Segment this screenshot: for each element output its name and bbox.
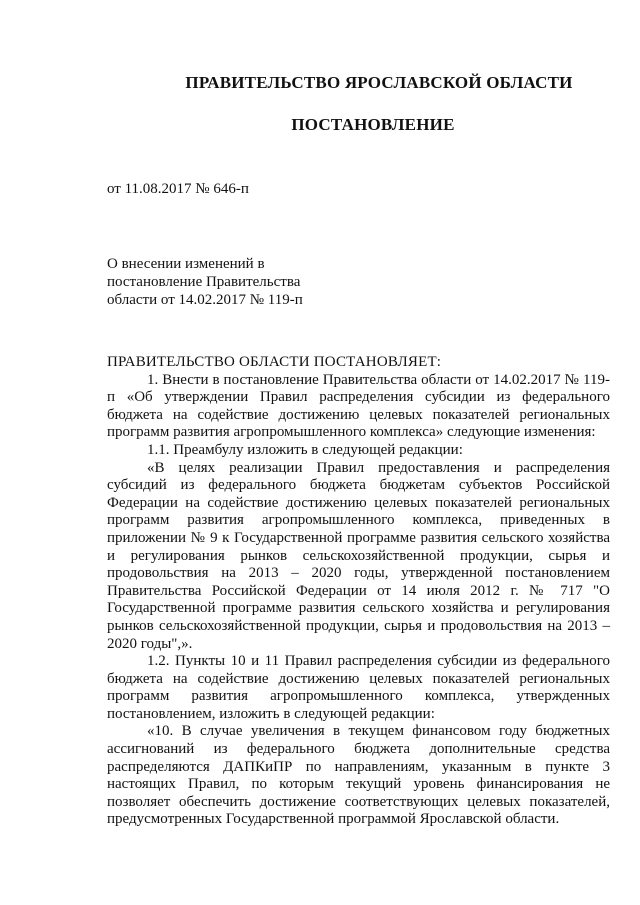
paragraph-1-2: 1.2. Пункты 10 и 11 Правил распределения субсидии из федерального бюджета на содействие достижению целевых показателей региональных программ развития агропромышленного комплекса, утвержденных постановлением, изложить в следующей редакции: [107, 653, 610, 722]
paragraph-1-1: 1.1. Преамбулу изложить в следующей редакции: [147, 441, 463, 458]
document-subject [107, 255, 303, 309]
organization-heading: ПРАВИТЕЛЬСТВО ЯРОСЛАВСКОЙ ОБЛАСТИ [185, 73, 573, 92]
preamble-quote: «В целях реализации Правил предоставления и распределения субсидий из федерального бюджета бюджетам субъектов Российской Федерации на содействие достижению целевых показателей региональных программ развития агропромышленного комплекса, приведенных в приложении № 9 к Государственной программе развития сельского хозяйства и регулирования рынков сельскохозяйственной продукции, сырья и продовольствия на 2013 – 2020 годы, утвержденной постановлением Правительства Российской Федерации от 14 июля 2012 г. № 717 "О Государственной программе развития сельского хозяйства и регулирования рынков сельскохозяйственной продукции, сырья и продовольствия на 2013 – 2020 годы",». [107, 459, 610, 652]
document-date-number: от 11.08.2017 № 646-п [107, 181, 249, 197]
paragraph-10: «10. В случае увеличения в текущем финансовом году бюджетных ассигнований из федерального бюджета дополнительные средства распределяются ДАПКиПР по направлениям, указанным в пункте 3 настоящих Правил, по которым текущий уровень финансирования не позволяет обеспечить достижение соответствующих целевых показателей, предусмотренных Государственной программой Ярославской области. [107, 723, 610, 828]
resolution-lead: ПРАВИТЕЛЬСТВО ОБЛАСТИ ПОСТАНОВЛЯЕТ: [107, 354, 442, 370]
document-body [107, 354, 610, 829]
paragraph-1: 1. Внести в постановление Правительства области от 14.02.2017 № 119-п «Об утверждении Правил распределения субсидии из федерального бюджета на содействие достижению целевых показателей региональных программ развития агропромышленного комплекса» следующие изменения: [107, 371, 610, 441]
subject-line: области от 14.02.2017 № 119-п [107, 292, 303, 308]
subject-line: постановление Правительства [107, 274, 301, 290]
document-type-heading: ПОСТАНОВЛЕНИЕ [291, 115, 455, 134]
subject-line: О внесении изменений в [107, 256, 265, 272]
